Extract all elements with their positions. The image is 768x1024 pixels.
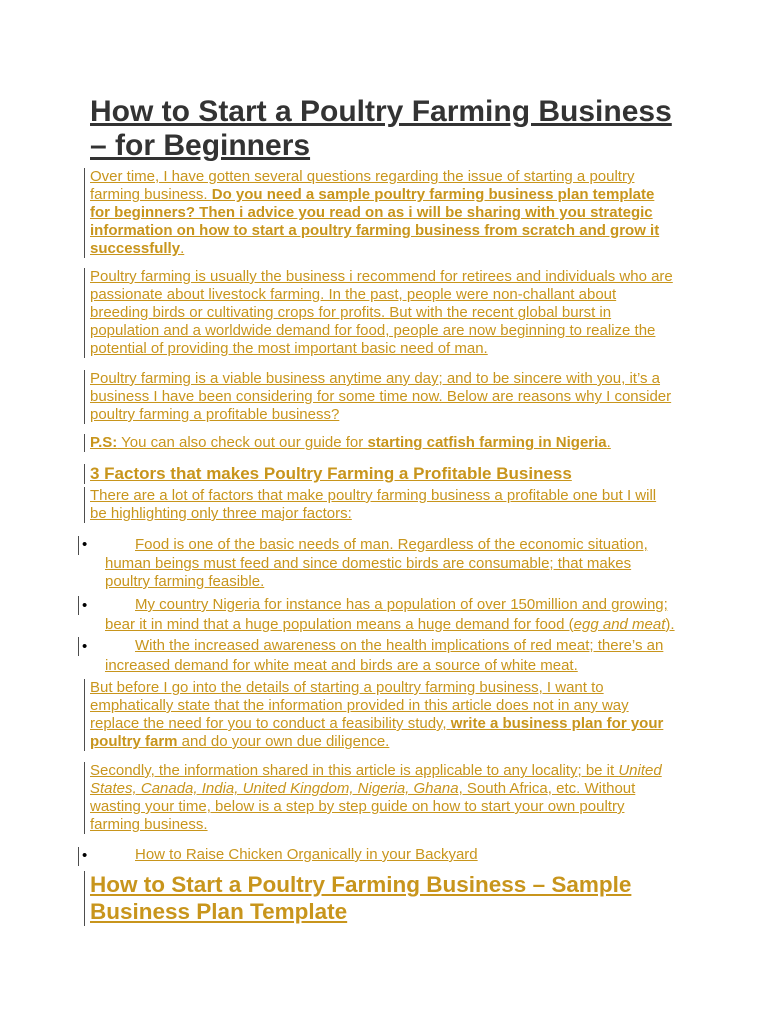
factors-intro-paragraph xyxy=(90,487,656,523)
link-text[interactable]: But before I go into the details of starting a poultry farming business, I want to xyxy=(90,679,604,696)
link-border xyxy=(84,370,85,424)
text-line xyxy=(90,816,662,834)
text-line xyxy=(90,268,673,286)
catfish-guide-link[interactable]: starting catfish farming in Nigeria xyxy=(367,434,607,451)
link-text[interactable]: population and a worldwide demand for food, people are now beginning to realize the xyxy=(90,322,656,339)
link-text[interactable]: Food is one of the basic needs of man. Regardless of the economic situation, xyxy=(135,536,648,553)
link-text[interactable]: and do your own due diligence. xyxy=(177,733,390,750)
link-text[interactable]: breeding birds or cultivating crops for profits. But with the recent global burst in xyxy=(90,304,612,321)
bold-link-text[interactable]: Do you need a sample poultry farming business plan template xyxy=(211,186,655,203)
link-border xyxy=(78,847,79,866)
text-line xyxy=(105,573,648,592)
text-line xyxy=(90,487,656,505)
text-line xyxy=(90,286,673,304)
list-item xyxy=(105,595,675,635)
link-text[interactable]: business I have been considering for some time now. Below are reasons why I consider xyxy=(90,388,672,405)
text-line xyxy=(90,304,673,322)
text-line xyxy=(90,871,631,898)
viable-paragraph xyxy=(90,370,671,424)
link-text[interactable]: Poultry farming is a viable business anytime any day; and to be sincere with you, it’s a xyxy=(90,370,661,387)
bullet-icon: • xyxy=(82,847,88,864)
text-line xyxy=(90,505,656,523)
text-line xyxy=(105,615,675,635)
template-heading xyxy=(90,871,631,925)
link-text[interactable]: poultry farming feasible. xyxy=(105,573,265,590)
text-line xyxy=(105,555,648,574)
link-text[interactable]: There are a lot of factors that make poultry farming business a profitable one but I will xyxy=(90,487,657,504)
article-title xyxy=(90,95,672,163)
text-line xyxy=(90,406,671,424)
list-item xyxy=(105,536,648,592)
bold-link-text[interactable]: for beginners? Then i advice you read on as i will be sharing with you strategic xyxy=(90,204,653,221)
bold-link-text[interactable]: successfully xyxy=(90,240,181,257)
link-text[interactable]: My country Nigeria for instance has a population of over 150million and growing; xyxy=(135,596,668,613)
list-item xyxy=(105,636,663,676)
link-text[interactable]: increased demand for white meat and birds are a source of white meat. xyxy=(105,657,578,674)
link-text[interactable]: ). xyxy=(665,616,675,633)
business-plan-link[interactable]: poultry farm xyxy=(90,733,178,750)
bullet-icon: • xyxy=(82,638,88,655)
text-line xyxy=(105,636,663,656)
link-border xyxy=(84,464,85,484)
title-text: How to Start a Poultry Farming Business xyxy=(90,95,672,128)
link-text[interactable]: Over time, I have gotten several questions regarding the issue of starting a poultry xyxy=(90,168,635,185)
link-text[interactable]: Poultry farming is usually the business i recommend for retirees and individuals who are xyxy=(90,268,673,285)
link-text[interactable]: bear it in mind that a huge population means a huge demand for food ( xyxy=(105,616,574,633)
link-border xyxy=(84,434,85,452)
link-text[interactable]: be highlighting only three major factors: xyxy=(90,505,352,522)
link-text[interactable]: emphatically state that the information provided in this article does not in any way xyxy=(90,697,629,714)
text-line xyxy=(105,536,648,555)
link-border xyxy=(78,536,79,555)
link-border xyxy=(78,637,79,656)
title-line xyxy=(90,129,672,163)
text-line xyxy=(90,798,662,816)
bold-link-text[interactable]: information on how to start a poultry farming business from scratch and grow it xyxy=(90,222,660,239)
text-line xyxy=(105,595,675,615)
link-text[interactable]: . xyxy=(606,434,611,451)
link-border xyxy=(84,168,85,258)
link-text[interactable]: farming business. xyxy=(90,186,212,203)
link-text[interactable]: human beings must feed and since domestic birds are consumable; that makes xyxy=(105,554,632,572)
text-line xyxy=(90,733,663,751)
text-line xyxy=(90,370,671,388)
factors-heading xyxy=(90,464,572,484)
text-line xyxy=(90,898,631,925)
italic-link-text[interactable]: egg and meat xyxy=(573,616,666,633)
text-line xyxy=(90,679,663,697)
title-line xyxy=(90,95,672,129)
link-border xyxy=(84,487,85,523)
ps-label[interactable]: P.S: xyxy=(90,434,118,451)
locality-paragraph xyxy=(90,762,662,834)
business-plan-link[interactable]: write a business plan for your xyxy=(450,715,664,732)
text-line xyxy=(105,656,663,676)
link-border xyxy=(78,596,79,615)
bullet-icon: • xyxy=(82,597,88,614)
link-border xyxy=(84,268,85,358)
link-text[interactable]: replace the need for you to conduct a feasibility study, xyxy=(90,715,451,732)
related-article-link[interactable]: How to Raise Chicken Organically in your Backyard xyxy=(135,846,478,863)
bullet-icon: • xyxy=(82,536,88,553)
link-text[interactable]: With the increased awareness on the health implications of red meat; there’s an xyxy=(135,637,664,654)
link-text[interactable]: Secondly, the information shared in this article is applicable to any locality; be it xyxy=(90,762,619,779)
retirees-paragraph xyxy=(90,268,673,358)
heading-link[interactable]: How to Start a Poultry Farming Business – Sample xyxy=(90,872,632,897)
text-line xyxy=(90,762,662,780)
text-line xyxy=(90,186,659,204)
link-border xyxy=(84,679,85,751)
ps-note xyxy=(90,434,611,452)
italic-link-text[interactable]: United xyxy=(618,762,662,779)
link-border xyxy=(84,871,85,926)
text-line xyxy=(90,434,611,452)
link-text[interactable]: . xyxy=(180,240,185,257)
text-line xyxy=(90,780,662,798)
link-border xyxy=(84,762,85,834)
text-line xyxy=(90,340,673,358)
related-article-item xyxy=(135,846,478,864)
text-line xyxy=(90,388,671,406)
intro-paragraph xyxy=(90,168,659,258)
disclaimer-paragraph xyxy=(90,679,663,751)
link-text[interactable]: You can also check out our guide for xyxy=(117,434,368,451)
text-line xyxy=(90,222,659,240)
title-text: – for Beginners xyxy=(90,129,311,162)
link-text[interactable]: farming business. xyxy=(90,816,208,833)
heading-link[interactable]: Business Plan Template xyxy=(90,899,348,924)
text-line xyxy=(135,846,478,864)
italic-link-text[interactable]: States, Canada, India, United Kingdom, Nigeria, Ghana xyxy=(90,780,459,797)
link-text[interactable]: , South Africa, etc. Without xyxy=(458,780,636,797)
text-line xyxy=(90,168,659,186)
link-text[interactable]: potential of providing the most important basic need of man. xyxy=(90,340,488,357)
text-line xyxy=(90,322,673,340)
text-line xyxy=(90,240,659,258)
text-line xyxy=(90,697,663,715)
text-line xyxy=(90,204,659,222)
link-text[interactable]: poultry farming a profitable business? xyxy=(90,406,340,423)
link-text[interactable]: passionate about livestock farming. In the past, people were non-challant about xyxy=(90,286,617,303)
text-line xyxy=(90,715,663,733)
text-line xyxy=(90,464,572,484)
link-text[interactable]: wasting your time, below is a step by step guide on how to start your own poultry xyxy=(90,798,625,815)
heading-link[interactable]: 3 Factors that makes Poultry Farming a Profitable Business xyxy=(90,464,572,483)
